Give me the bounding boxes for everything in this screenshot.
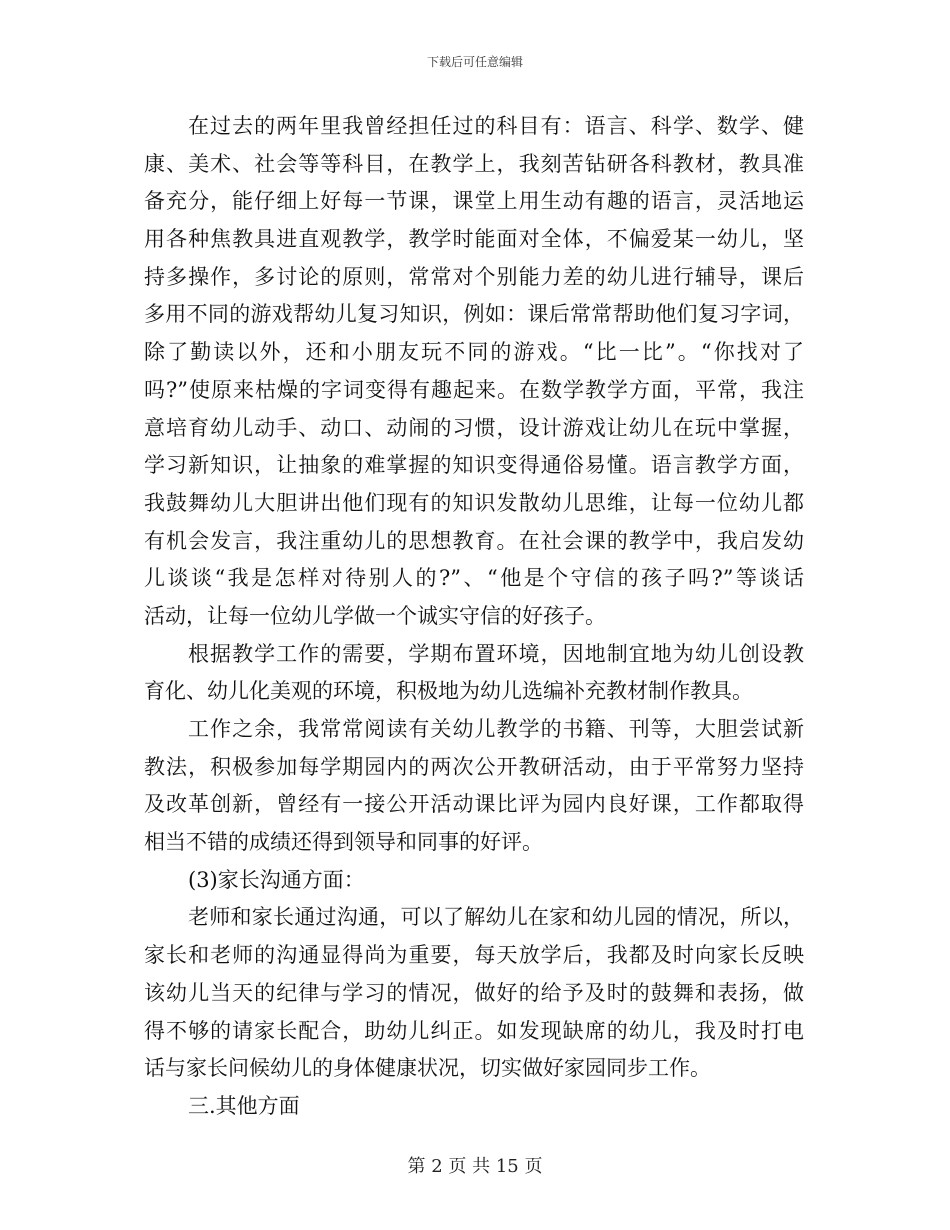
section-heading: (3)家长沟通方面：	[188, 867, 365, 892]
body-line: 该幼儿当天的纪律与学习的情况，做好的给予及时的鼓舞和表扬，做	[144, 980, 804, 1005]
body-line: 持多操作，多讨论的原则，常常对个别能力差的幼儿进行辅导，课后	[144, 264, 804, 289]
body-line: 根据教学工作的需要，学期布置环境，因地制宜地为幼儿创设教	[188, 641, 804, 666]
page-header: 下载后可任意编辑	[426, 55, 523, 69]
body-line: 意培育幼儿动手、动口、动闹的习惯，设计游戏让幼儿在玩中掌握，	[144, 415, 804, 440]
body-line: 及改革创新，曾经有一接公开活动课比评为园内良好课，工作都取得	[144, 792, 804, 817]
body-line: 相当不错的成绩还得到领导和同事的好评。	[144, 830, 543, 855]
body-line: 学习新知识，让抽象的难掌握的知识变得通俗易懂。语言教学方面，	[144, 453, 804, 478]
body-line: 得不够的请家长配合，助幼儿纠正。如发现缺席的幼儿，我及时打电	[144, 1018, 804, 1043]
body-line: 工作之余，我常常阅读有关幼儿教学的书籍、刊等，大胆尝试新	[188, 717, 804, 741]
body-line: 儿谈谈“我是怎样对待别人的?”、“他是个守信的孩子吗?”等谈话	[144, 566, 804, 591]
body-line: 用各种焦教具进直观教学，教学时能面对全体，不偏爱某一幼儿，坚	[144, 227, 804, 252]
body-line: 多用不同的游戏帮幼儿复习知识，例如：课后常常帮助他们复习字词，	[144, 302, 804, 327]
document-body	[144, 108, 804, 1126]
body-line: 除了勤读以外，还和小朋友玩不同的游戏。“比一比”。“你找对了	[144, 340, 804, 365]
body-line: 育化、幼儿化美观的环境，积极地为幼儿选编补充教材制作教具。	[144, 679, 753, 704]
body-line: 在过去的两年里我曾经担任过的科目有：语言、科学、数学、健	[188, 114, 804, 138]
body-line: 备充分，能仔细上好每一节课，课堂上用生动有趣的语言，灵活地运	[144, 189, 804, 214]
body-line: 教法，积极参加每学期园内的两次公开教研活动，由于平常努力坚持	[144, 754, 804, 779]
body-line: 吗?”使原来枯燥的字词变得有趣起来。在数学教学方面，平常，我注	[144, 377, 804, 402]
body-line: 家长和老师的沟通显得尚为重要，每天放学后，我都及时向家长反映	[144, 943, 804, 968]
page-number: 第 2 页 共 15 页	[407, 1156, 543, 1177]
body-line: 有机会发言，我注重幼儿的思想教育。在社会课的教学中，我启发幼	[144, 528, 804, 553]
body-line: 话与家长问候幼儿的身体健康状况，切实做好家园同步工作。	[144, 1056, 711, 1081]
section-heading: 三.其他方面	[188, 1093, 300, 1118]
body-line: 活动，让每一位幼儿学做一个诚实守信的好孩子。	[144, 603, 606, 628]
body-line: 康、美术、社会等等科目，在教学上，我刻苦钻研各科教材，教具准	[144, 151, 804, 176]
body-line: 老师和家长通过沟通，可以了解幼儿在家和幼儿园的情况，所以，	[188, 905, 804, 930]
body-line: 我鼓舞幼儿大胆讲出他们现有的知识发散幼儿思维，让每一位幼儿都	[144, 490, 804, 515]
